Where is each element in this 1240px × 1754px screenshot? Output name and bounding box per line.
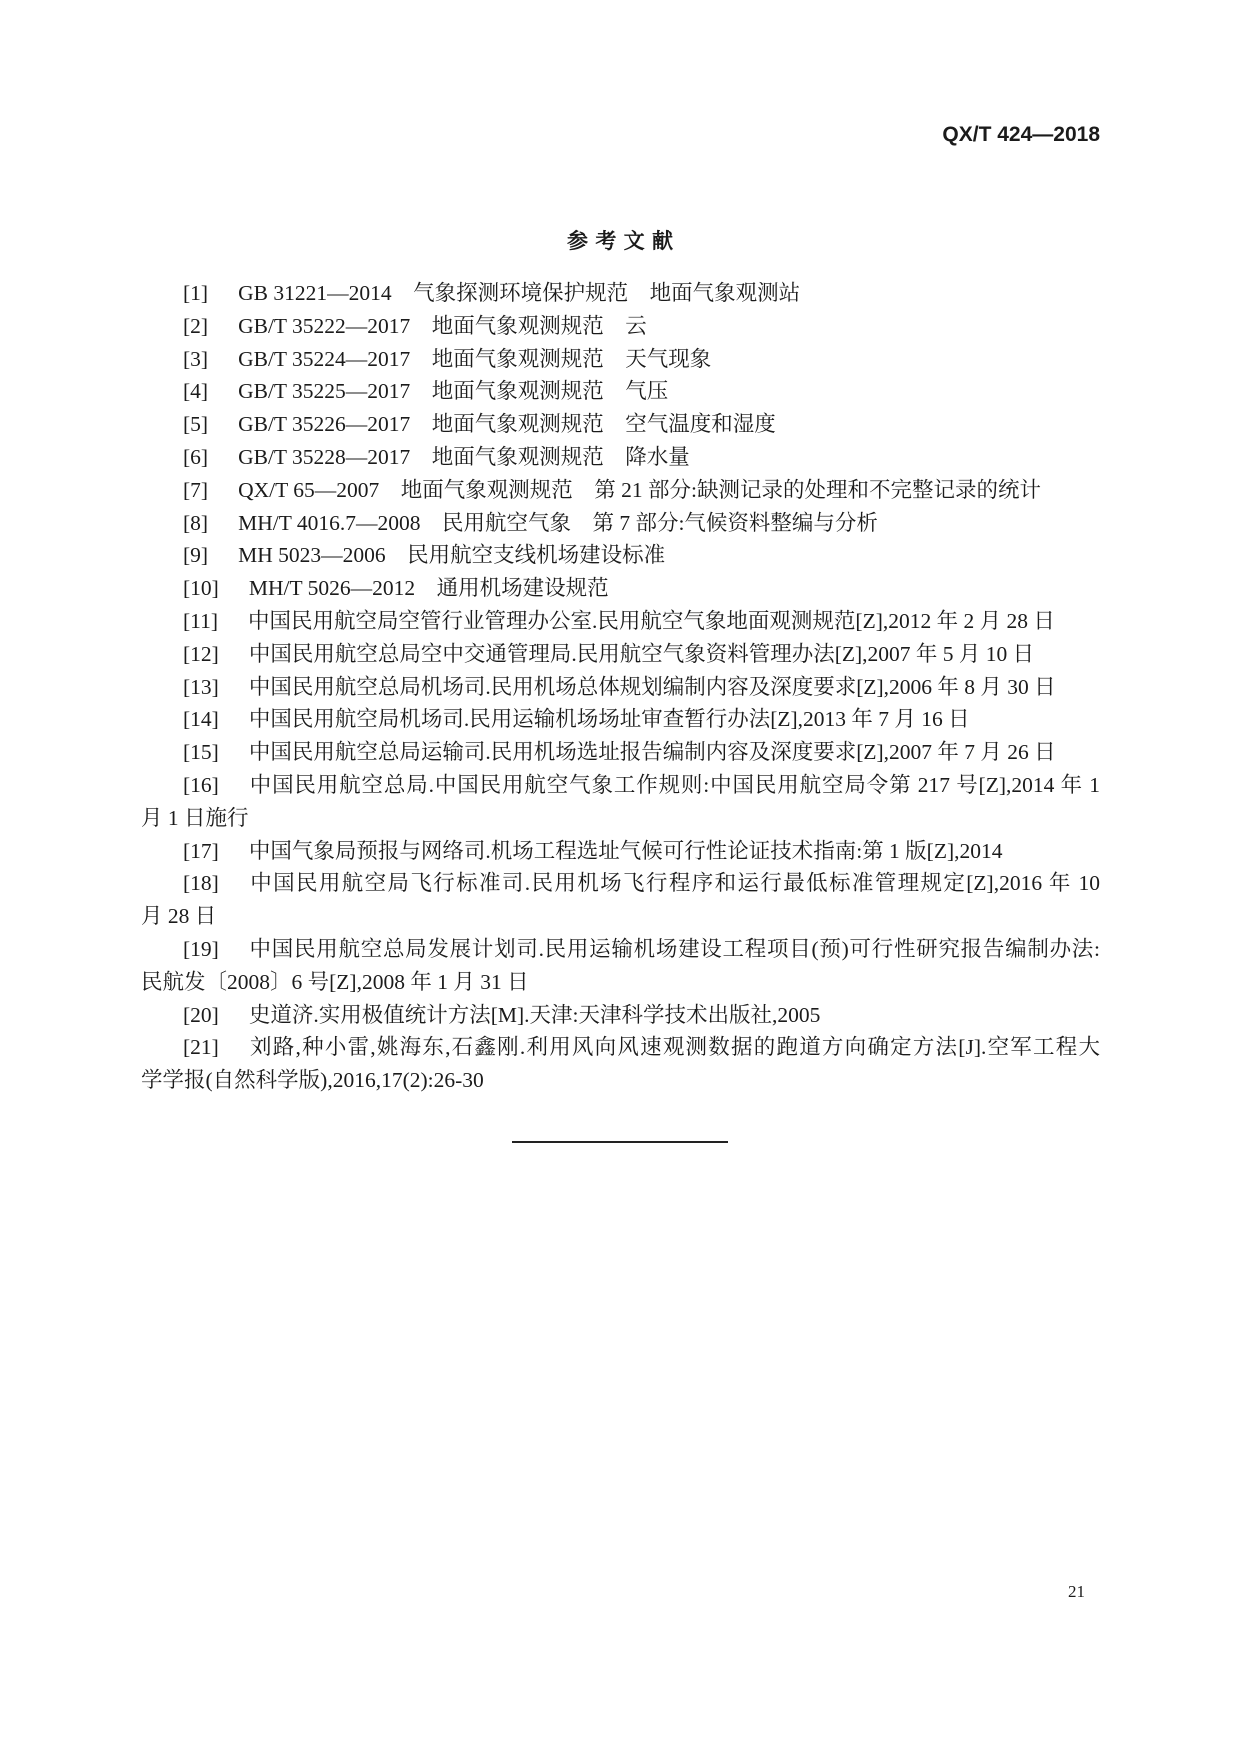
reference-line-continued — [141, 1064, 1100, 1097]
reference-item — [141, 343, 1100, 376]
reference-item — [141, 310, 1100, 343]
reference-item — [141, 572, 1100, 605]
reference-line — [141, 999, 1100, 1032]
reference-item — [141, 703, 1100, 736]
reference-text: GB/T 35226—2017 地面气象观测规范 空气温度和湿度 — [238, 412, 776, 437]
reference-line — [141, 441, 1100, 474]
reference-label: [19] — [183, 936, 219, 961]
reference-label: [10] — [183, 576, 219, 601]
reference-line-continued — [141, 802, 1100, 835]
reference-label: [8] — [183, 510, 209, 535]
reference-line — [141, 1031, 1100, 1064]
end-rule — [512, 1141, 728, 1143]
reference-item — [141, 375, 1100, 408]
reference-text: GB/T 35225—2017 地面气象观测规范 气压 — [238, 379, 669, 404]
reference-line — [141, 310, 1100, 343]
reference-label: [4] — [183, 379, 209, 404]
reference-line — [141, 572, 1100, 605]
standard-code-header: QX/T 424—2018 — [942, 123, 1100, 146]
reference-item — [141, 638, 1100, 671]
reference-line — [141, 703, 1100, 736]
reference-item — [141, 277, 1100, 310]
reference-text: GB 31221—2014 气象探测环境保护规范 地面气象观测站 — [238, 281, 801, 305]
reference-label: [14] — [183, 707, 219, 732]
reference-item — [141, 999, 1100, 1032]
reference-line — [141, 769, 1100, 802]
reference-label: [21] — [183, 1035, 219, 1060]
reference-line — [141, 736, 1100, 769]
reference-label: [13] — [183, 674, 219, 699]
reference-item — [141, 835, 1100, 868]
reference-line — [141, 507, 1100, 540]
reference-item — [141, 736, 1100, 769]
reference-text: 学学报(自然科学版),2016,17(2):26-30 — [141, 1068, 484, 1093]
reference-line — [141, 343, 1100, 376]
reference-item — [141, 408, 1100, 441]
reference-line — [141, 277, 1100, 310]
reference-label: [16] — [183, 772, 219, 797]
reference-line — [141, 835, 1100, 868]
reference-text: 中国民用航空局飞行标准司.民用机场飞行程序和运行最低标准管理规定[Z],2016 年 10 — [248, 871, 1100, 896]
reference-text: 中国民用航空总局发展计划司.民用运输机场建设工程项目(预)可行性研究报告编制办法: — [248, 936, 1100, 961]
reference-line — [141, 375, 1100, 408]
reference-line — [141, 474, 1100, 507]
reference-line — [141, 671, 1100, 704]
reference-item — [141, 474, 1100, 507]
reference-line-continued — [141, 966, 1100, 999]
reference-text: 中国民用航空局空管行业管理办公室.民用航空气象地面观测规范[Z],2012 年 2 月 28 日 — [248, 608, 1055, 633]
reference-item — [141, 1031, 1100, 1097]
reference-line — [141, 867, 1100, 900]
reference-item — [141, 933, 1100, 999]
reference-text: 中国气象局预报与网络司.机场工程选址气候可行性论证技术指南:第 1 版[Z],2014 — [248, 838, 1003, 863]
reference-text: GB/T 35228—2017 地面气象观测规范 降水量 — [238, 444, 690, 469]
reference-line-continued — [141, 900, 1100, 933]
reference-text: 民航发〔2008〕6 号[Z],2008 年 1 月 31 日 — [141, 969, 529, 994]
reference-text: 中国民用航空总局运输司.民用机场选址报告编制内容及深度要求[Z],2007 年 7 月 26 日 — [248, 740, 1056, 765]
reference-item — [141, 605, 1100, 638]
section-title: 参 考 文 献 — [567, 229, 673, 253]
reference-text: 刘路,种小雷,姚海东,石鑫刚.利用风向风速观测数据的跑道方向确定方法[J].空军工程大 — [248, 1035, 1100, 1060]
reference-label: [6] — [183, 444, 209, 469]
reference-text: 史道济.实用极值统计方法[M].天津:天津科学技术出版社,2005 — [248, 1002, 821, 1027]
reference-text: 月 28 日 — [141, 904, 217, 929]
page-number: 21 — [1068, 1582, 1085, 1601]
reference-text: 中国民用航空局机场司.民用运输机场场址审查暂行办法[Z],2013 年 7 月 16 日 — [248, 707, 970, 732]
reference-label: [11] — [183, 608, 219, 633]
reference-line — [141, 933, 1100, 966]
reference-label: [2] — [183, 313, 209, 338]
reference-text: 中国民用航空总局空中交通管理局.民用航空气象资料管理办法[Z],2007 年 5 月 10 日 — [248, 641, 1035, 666]
reference-text: 月 1 日施行 — [141, 805, 249, 830]
reference-line — [141, 539, 1100, 572]
reference-item — [141, 441, 1100, 474]
reference-text: 中国民用航空总局机场司.民用机场总体规划编制内容及深度要求[Z],2006 年 8 月 30 日 — [248, 674, 1056, 699]
reference-text: QX/T 65—2007 地面气象观测规范 第 21 部分:缺测记录的处理和不完整记录的统计 — [238, 477, 1041, 502]
reference-label: [17] — [183, 838, 219, 863]
reference-label: [18] — [183, 871, 219, 896]
reference-text: MH/T 4016.7—2008 民用航空气象 第 7 部分:气候资料整编与分析 — [238, 510, 878, 535]
reference-label: [1] — [183, 281, 209, 305]
reference-line — [141, 638, 1100, 671]
reference-item — [141, 539, 1100, 572]
reference-label: [9] — [183, 543, 209, 568]
reference-label: [15] — [183, 740, 219, 765]
reference-label: [20] — [183, 1002, 219, 1027]
reference-text: GB/T 35224—2017 地面气象观测规范 天气现象 — [238, 346, 712, 371]
reference-line — [141, 605, 1100, 638]
reference-item — [141, 769, 1100, 835]
reference-text: 中国民用航空总局.中国民用航空气象工作规则:中国民用航空局令第 217 号[Z],2014 年 1 — [248, 772, 1100, 797]
reference-label: [12] — [183, 641, 219, 666]
reference-text: MH 5023—2006 民用航空支线机场建设标准 — [238, 543, 666, 568]
reference-text: MH/T 5026—2012 通用机场建设规范 — [248, 576, 609, 601]
reference-item — [141, 507, 1100, 540]
reference-text: GB/T 35222—2017 地面气象观测规范 云 — [238, 313, 647, 338]
reference-label: [3] — [183, 346, 209, 371]
reference-item — [141, 867, 1100, 933]
reference-label: [7] — [183, 477, 209, 502]
reference-label: [5] — [183, 412, 209, 437]
reference-item — [141, 671, 1100, 704]
reference-list — [141, 277, 1100, 1097]
reference-line — [141, 408, 1100, 441]
